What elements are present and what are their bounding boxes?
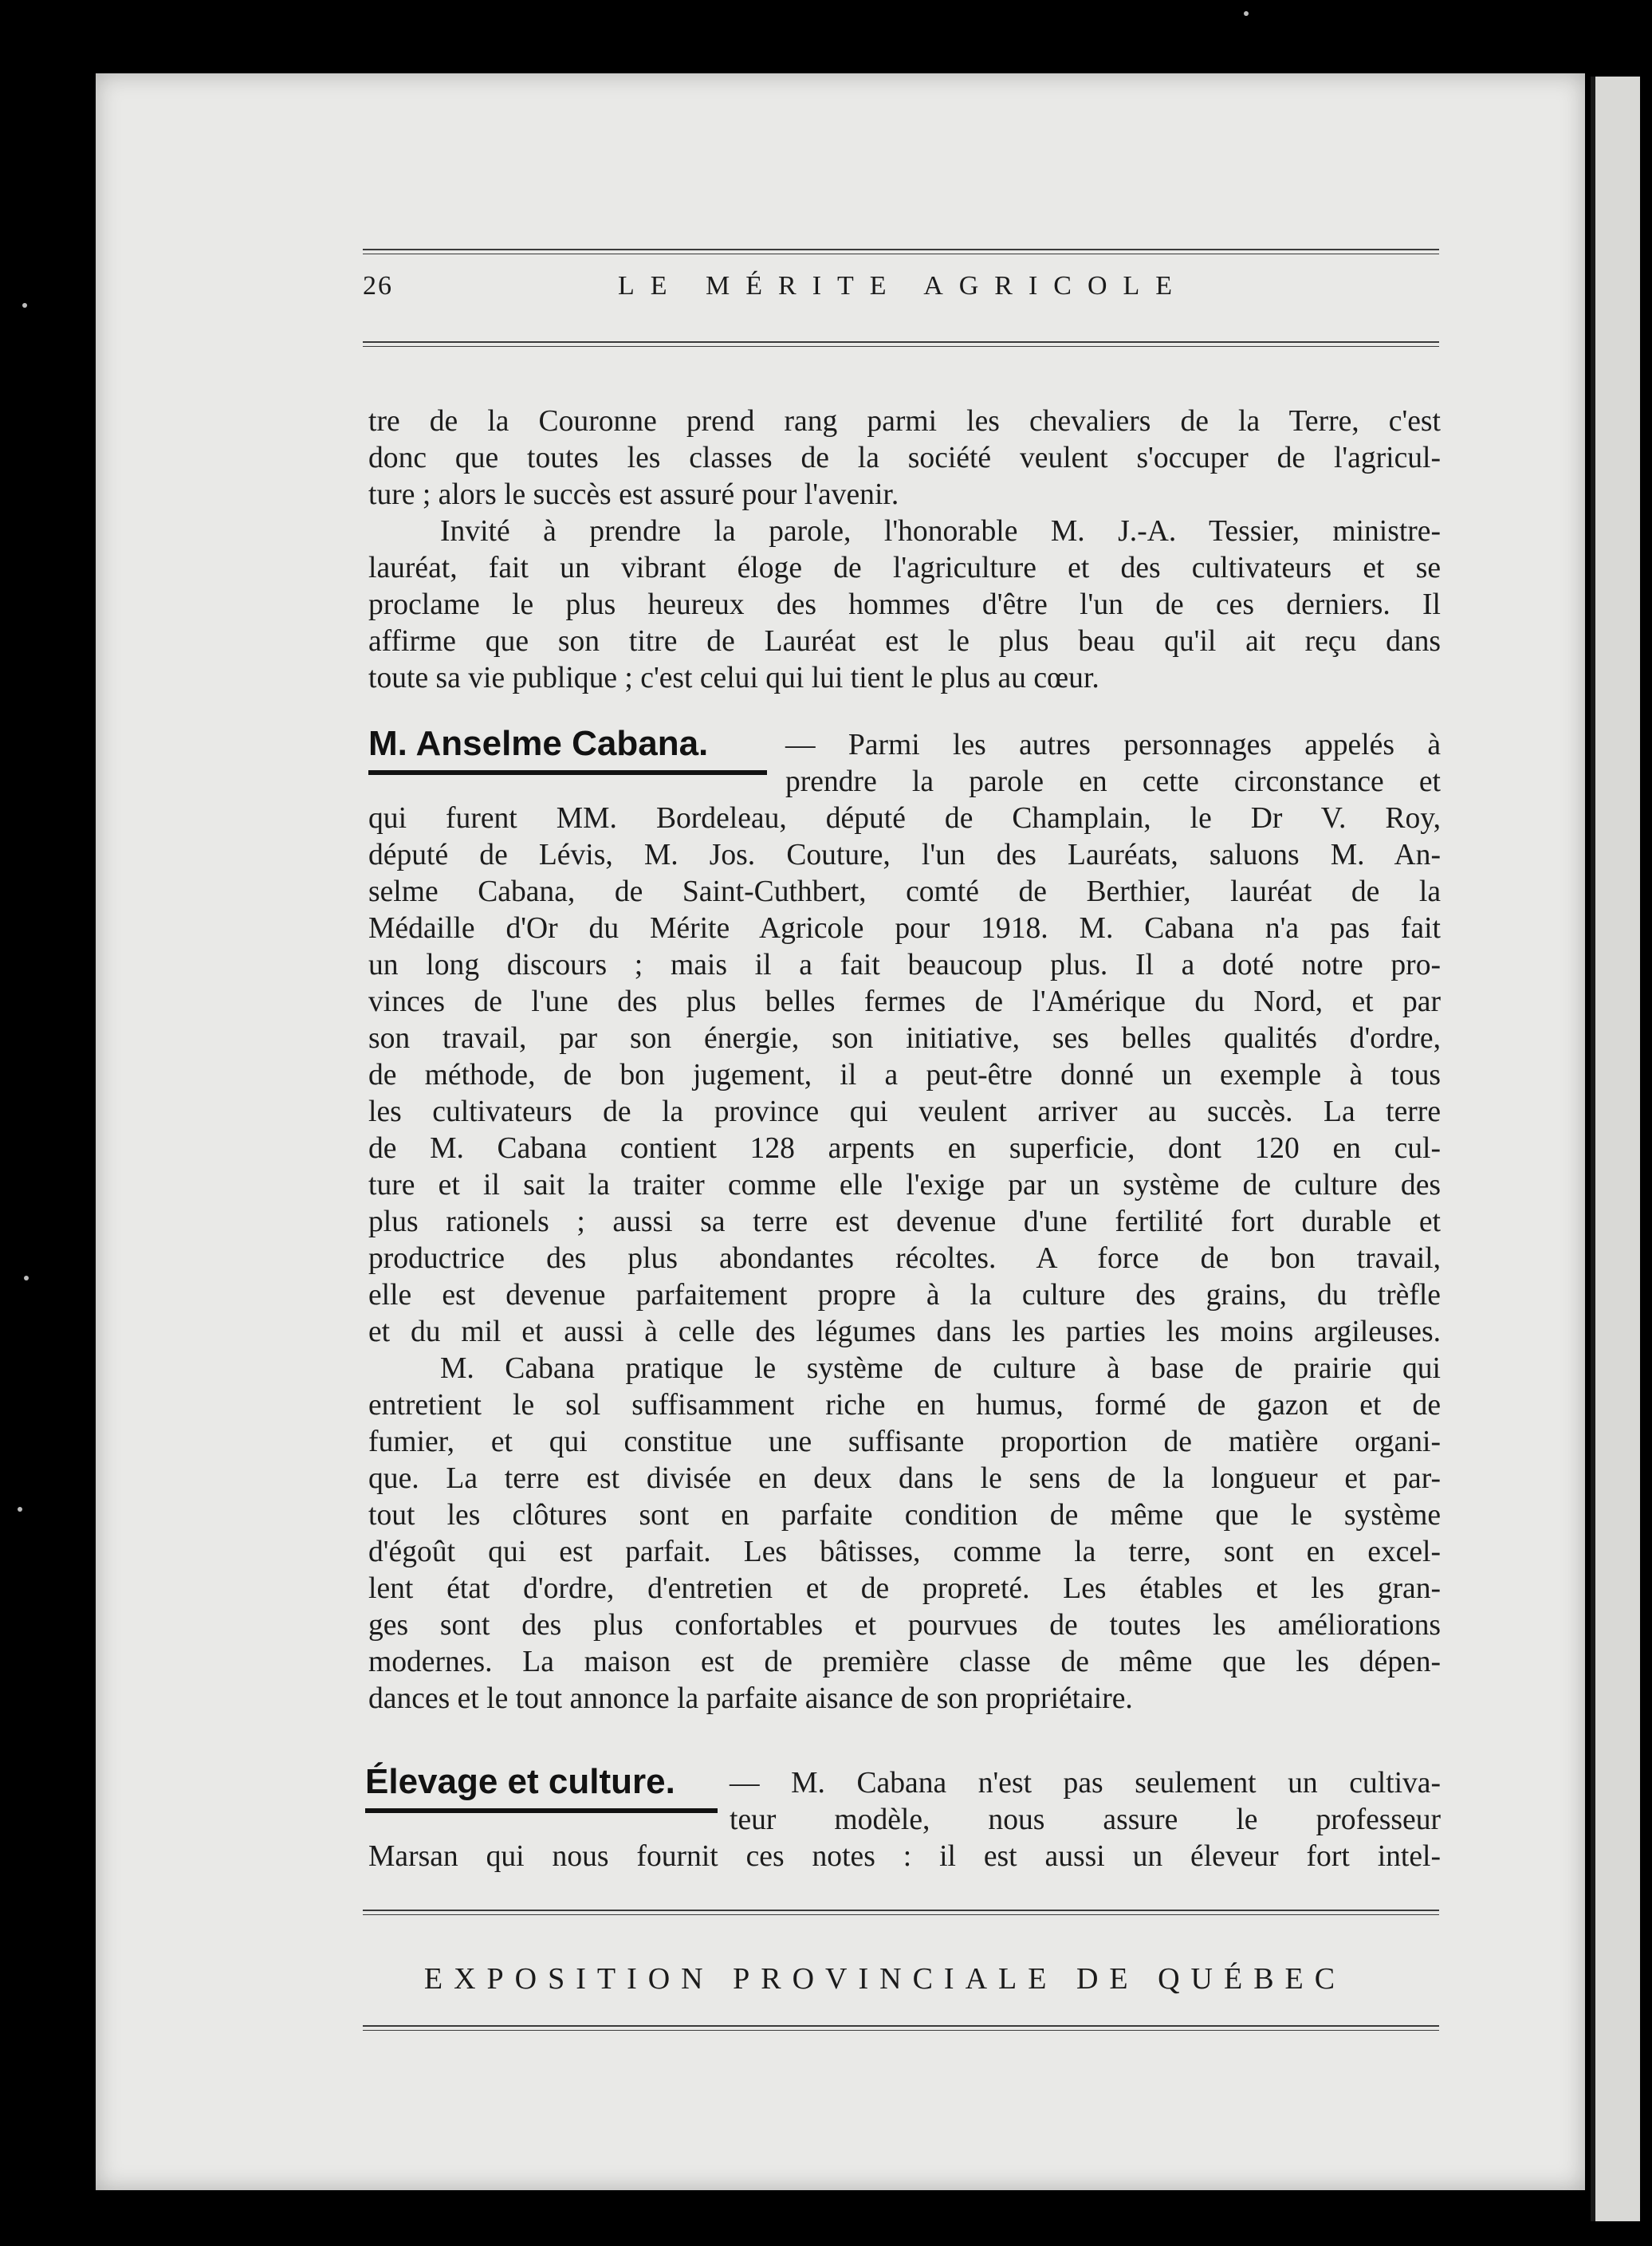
text-line: prendre la parole en cette circonstance et	[785, 765, 1441, 798]
footer-top-rule-thin	[363, 1914, 1439, 1915]
text-line: qui furent MM. Bordeleau, député de Champlain, le Dr V. Roy,	[368, 802, 1441, 835]
scan-speck	[24, 1276, 29, 1280]
text-line: d'égoût qui est parfait. Les bâtisses, comme la terre, sont en excel-	[368, 1536, 1441, 1568]
intro-paragraph	[368, 403, 1441, 697]
text-line: entretient le sol suffisamment riche en humus, formé de gazon et de	[368, 1389, 1441, 1422]
text-line: de M. Cabana contient 128 arpents en superficie, dont 120 en cul-	[368, 1132, 1441, 1165]
text-line: elle est devenue parfaitement propre à la culture des grains, du trèfle	[368, 1279, 1441, 1312]
text-line: député de Lévis, M. Jos. Couture, l'un des Lauréats, saluons M. An-	[368, 839, 1441, 871]
footer-top-rule	[363, 1910, 1439, 1911]
text-line: plus rationels ; aussi sa terre est devenue d'une fertilité fort durable et	[368, 1206, 1441, 1238]
text-line: donc que toutes les classes de la société veulent s'occuper de l'agricul-	[368, 442, 1441, 474]
header-bottom-rule-thin	[363, 346, 1439, 347]
running-title: LE MÉRITE AGRICOLE	[618, 271, 1189, 301]
text-line: teur modèle, nous assure le professeur	[730, 1803, 1441, 1836]
footer-bottom-rule	[363, 2025, 1439, 2027]
text-line: Médaille d'Or du Mérite Agricole pour 1918. M. Cabana n'a pas fait	[368, 912, 1441, 945]
section-heading-elevage-et-culture: Élevage et culture.	[365, 1762, 675, 1801]
text-line: ture et il sait la traiter comme elle l'exige par un système de culture des	[368, 1169, 1441, 1202]
page-footer: EXPOSITION PROVINCIALE DE QUÉBEC	[423, 1962, 1347, 1996]
text-line: productrice des plus abondantes récoltes. A force de bon travail,	[368, 1242, 1441, 1275]
text-line: son travail, par son énergie, son initiative, ses belles qualités d'ordre,	[368, 1022, 1441, 1055]
header-top-rule	[363, 249, 1439, 250]
section2-paragraph	[368, 1839, 1441, 1875]
text-line: toute sa vie publique ; c'est celui qui lui tient le plus au cœur.	[368, 662, 1099, 694]
section-heading-underline	[368, 770, 767, 775]
text-line: ture ; alors le succès est assuré pour l'avenir.	[368, 478, 899, 511]
text-line: un long discours ; mais il a fait beaucoup plus. Il a doté notre pro-	[368, 949, 1441, 981]
text-line: lauréat, fait un vibrant éloge de l'agriculture et des cultivateurs et se	[368, 552, 1441, 584]
text-line: dances et le tout annonce la parfaite aisance de son propriétaire.	[368, 1682, 1133, 1715]
text-line: — Parmi les autres personnages appelés à	[785, 729, 1441, 761]
header-bottom-rule	[363, 341, 1439, 343]
text-line: proclame le plus heureux des hommes d'être l'un de ces derniers. Il	[368, 588, 1441, 621]
text-line: vinces de l'une des plus belles fermes de l'Amérique du Nord, et par	[368, 985, 1441, 1018]
scan-speck	[18, 1507, 22, 1512]
text-line: et du mil et aussi à celle des légumes dans les parties les moins argileuses.	[368, 1316, 1441, 1348]
text-line: fumier, et qui constitue une suffisante proportion de matière organi-	[368, 1426, 1441, 1458]
scan-speck	[1244, 11, 1249, 16]
text-line: Marsan qui nous fournit ces notes : il est aussi un éleveur fort intel-	[368, 1840, 1441, 1873]
text-line: modernes. La maison est de première classe de même que les dépen-	[368, 1646, 1441, 1678]
text-line: Invité à prendre la parole, l'honorable M. J.-A. Tessier, ministre-	[440, 515, 1441, 548]
section-heading-underline	[365, 1808, 718, 1813]
text-line: lent état d'ordre, d'entretien et de propreté. Les étables et les gran-	[368, 1572, 1441, 1605]
text-line: de méthode, de bon jugement, il a peut-être donné un exemple à tous	[368, 1059, 1441, 1092]
section2-lead	[730, 1765, 1441, 1839]
adjacent-page-edge	[1591, 77, 1640, 2221]
text-line: — M. Cabana n'est pas seulement un cultiva-	[730, 1767, 1441, 1800]
footer-bottom-rule-thin	[363, 2030, 1439, 2031]
text-line: tre de la Couronne prend rang parmi les chevaliers de la Terre, c'est	[368, 405, 1441, 438]
section-heading-anselme-cabana: M. Anselme Cabana.	[368, 724, 709, 763]
text-line: affirme que son titre de Lauréat est le plus beau qu'il ait reçu dans	[368, 625, 1441, 658]
scan-speck	[22, 303, 27, 308]
text-line: tout les clôtures sont en parfaite condition de même que le système	[368, 1499, 1441, 1532]
text-line: les cultivateurs de la province qui veulent arriver au succès. La terre	[368, 1095, 1441, 1128]
text-line: selme Cabana, de Saint-Cuthbert, comté de Berthier, lauréat de la	[368, 875, 1441, 908]
page-header	[363, 271, 1439, 319]
text-line: ges sont des plus confortables et pourvues de toutes les améliorations	[368, 1609, 1441, 1642]
text-line: que. La terre est divisée en deux dans le sens de la longueur et par-	[368, 1462, 1441, 1495]
text-line: M. Cabana pratique le système de culture à base de prairie qui	[440, 1352, 1441, 1385]
page-number: 26	[363, 271, 393, 301]
section1-lead	[785, 727, 1441, 800]
section1-paragraph	[368, 800, 1441, 1717]
